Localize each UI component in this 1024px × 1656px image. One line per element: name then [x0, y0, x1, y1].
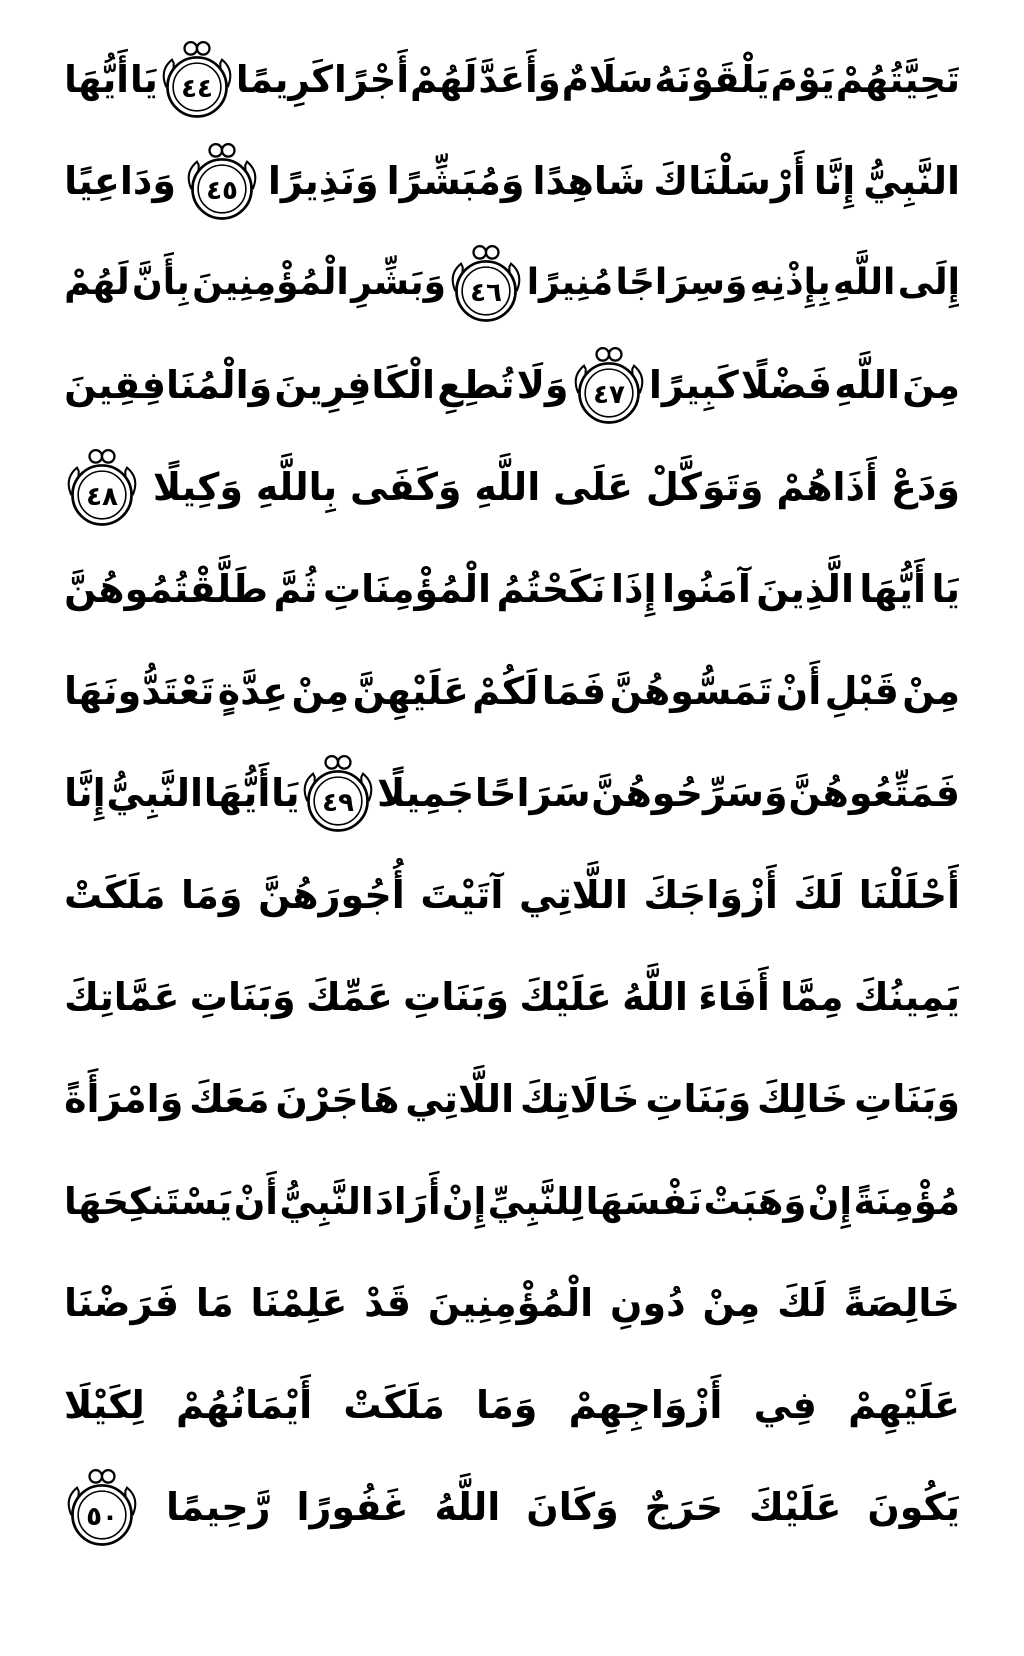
quran-word: إِنَّا [64, 771, 106, 815]
quran-word: مِنْ [291, 669, 350, 713]
quran-word: وَنَذِيرًا [267, 159, 379, 203]
quran-word: فَمَا [541, 669, 607, 713]
quran-word: لِلنَّبِيِّ [487, 1179, 585, 1223]
mushaf-line [64, 28, 960, 130]
quran-word: نَكَحْتُمُ [496, 567, 606, 611]
ayah-number: ٤٨ [86, 482, 119, 513]
mushaf-line [64, 334, 960, 436]
quran-word: مِنْ [702, 1281, 761, 1325]
quran-word: لَكَ [793, 873, 844, 917]
ayah-end-marker-icon [300, 751, 376, 835]
quran-word: أَنْ [233, 1179, 278, 1223]
quran-word: أَنْ [775, 669, 822, 713]
ayah-number: ٤٥ [205, 176, 238, 207]
quran-word: وَهَبَتْ [703, 1179, 807, 1223]
quran-word: إِذَا [610, 567, 657, 611]
quran-word: مَا [195, 1281, 234, 1325]
mushaf-line [64, 232, 960, 334]
quran-word: كَبِيرًا [648, 363, 739, 407]
quran-word: آتَيْتَ [420, 873, 504, 917]
quran-word: تُطِعِ [437, 363, 515, 407]
mushaf-lines [64, 28, 960, 1558]
quran-word: وَسَرِّحُوهُنَّ [591, 771, 788, 815]
quran-word: بِاللَّهِ [255, 465, 338, 509]
quran-word: وَبَنَاتِ [189, 975, 296, 1019]
quran-word: وَأَعَدَّ [478, 57, 561, 101]
quran-word: عَلَيْكَ [519, 975, 612, 1019]
quran-word: يَكُونَ [867, 1485, 960, 1529]
ayah-number: ٤٦ [470, 278, 503, 309]
mushaf-line [64, 436, 960, 538]
quran-word: مِنَ [902, 363, 960, 407]
quran-word: دُونِ [610, 1281, 686, 1325]
ayah-end-marker-icon [184, 139, 260, 223]
quran-word: يَمِينُكَ [853, 975, 960, 1019]
quran-word: عَلَيْهِمْ [848, 1383, 960, 1427]
quran-word: تَمَسُّوهُنَّ [609, 669, 773, 713]
quran-word: يَوْمَ [770, 57, 835, 101]
quran-word: وَمُبَشِّرًا [386, 159, 525, 203]
quran-word: أَفَاءَ [698, 975, 770, 1019]
quran-word: فَرَضْنَا [64, 1281, 180, 1325]
quran-word: يَلْقَوْنَهُ [654, 57, 770, 101]
mushaf-line [64, 1252, 960, 1354]
quran-word: رَّحِيمًا [166, 1485, 271, 1529]
quran-word: الْمُؤْمِنِينَ [427, 1281, 594, 1325]
ayah-end-marker-icon [64, 445, 140, 529]
quran-word: طَلَّقْتُمُوهُنَّ [64, 567, 269, 611]
mushaf-line [64, 1456, 960, 1558]
quran-word: فَضْلًا [740, 363, 833, 407]
quran-word: أَحْلَلْنَا [858, 873, 960, 917]
quran-word: هَاجَرْنَ [275, 1077, 400, 1121]
quran-word: بِإِذْنِهِ [749, 262, 831, 303]
quran-word: عِدَّةٍ [217, 669, 289, 713]
quran-word: وَلَا [516, 363, 569, 407]
quran-word: اللَّهِ [834, 363, 901, 407]
quran-word: أَجْرًا [333, 57, 410, 101]
quran-word: وَسِرَاجًا [615, 262, 748, 303]
quran-word: عَلِمْنَا [250, 1281, 348, 1325]
mushaf-line [64, 1048, 960, 1150]
quran-word: سَلَامٌ [561, 57, 654, 101]
quran-word: وَكَانَ [526, 1485, 619, 1529]
quran-word: جَمِيلًا [376, 771, 475, 815]
quran-word: مُنِيرًا [526, 262, 614, 303]
quran-word: آمَنُوا [661, 567, 751, 611]
ayah-end-marker-icon [571, 343, 647, 427]
quran-word: أُجُورَهُنَّ [258, 873, 405, 917]
quran-word: يَا [271, 771, 300, 815]
ayah-end-marker-icon [64, 1465, 140, 1549]
quran-word: عَمَّاتِكَ [64, 975, 180, 1019]
quran-word: إِنَّا [813, 159, 856, 203]
ayah-number: ٤٩ [322, 788, 355, 819]
quran-word: وَمَا [181, 873, 243, 917]
ayah-number: ٥٠ [86, 1502, 118, 1533]
quran-word: اللَّهُ [434, 1485, 501, 1529]
quran-word: ثُمَّ [273, 567, 318, 611]
quran-word: فَمَتِّعُوهُنَّ [788, 771, 960, 815]
quran-word: أَيُّهَا [64, 57, 129, 101]
quran-word: قَدْ [364, 1281, 411, 1325]
quran-word: كَرِيمًا [235, 57, 333, 101]
quran-word: وَمَا [475, 1383, 538, 1427]
quran-word: بِأَنَّ [131, 262, 190, 303]
quran-word: الْمُؤْمِنِينَ [192, 262, 349, 303]
quran-word: مِنْ [902, 669, 960, 713]
quran-word: وَتَوَكَّلْ [645, 465, 764, 509]
quran-word: الْكَافِرِينَ [274, 363, 436, 407]
mushaf-line [64, 742, 960, 844]
quran-word: أَزْوَاجِهِمْ [568, 1383, 723, 1427]
quran-word: وَبَشِّرِ [351, 262, 446, 303]
mushaf-line [64, 640, 960, 742]
quran-word: مَلَكَتْ [64, 873, 166, 917]
quran-word: إِلَى [897, 262, 960, 303]
quran-word: الْمُؤْمِنَاتِ [322, 567, 492, 611]
quran-word: إِنْ [807, 1179, 853, 1223]
quran-word: غَفُورًا [296, 1485, 409, 1529]
quran-word: عَلَيْهِنَّ [352, 669, 469, 713]
quran-word: وَبَنَاتِ [854, 1077, 960, 1121]
quran-word: خَالَاتِكَ [519, 1077, 640, 1121]
quran-word: لَكُمْ [472, 669, 539, 713]
quran-word: أَيُّهَا [203, 771, 271, 815]
mushaf-line [64, 538, 960, 640]
quran-word: لَهُمْ [64, 262, 130, 303]
quran-word: قَبْلِ [824, 669, 899, 713]
quran-word: مَعَكَ [189, 1077, 270, 1121]
quran-word: وَبَنَاتِ [645, 1077, 752, 1121]
quran-word: أَرْسَلْنَاكَ [653, 159, 806, 203]
quran-word: أَرَادَ [374, 1179, 441, 1223]
quran-word: إِنْ [441, 1179, 487, 1223]
mushaf-line [64, 130, 960, 232]
mushaf-line [64, 1354, 960, 1456]
quran-word: تَحِيَّتُهُمْ [835, 57, 960, 101]
quran-word: مُؤْمِنَةً [853, 1179, 960, 1223]
quran-word: وَدَعْ [890, 465, 960, 509]
ayah-end-marker-icon [448, 241, 524, 325]
quran-word: مَلَكَتْ [343, 1383, 445, 1427]
quran-word: عَلَيْكَ [749, 1485, 842, 1529]
ayah-number: ٤٤ [180, 74, 213, 105]
quran-word: وَدَاعِيًا [64, 159, 176, 203]
quran-word: اللَّاتِي [519, 873, 628, 917]
quran-word: اللَّهِ [474, 465, 541, 509]
quran-word: يَا [931, 567, 960, 611]
quran-word: يَا [129, 57, 158, 101]
quran-word: لِكَيْلَا [64, 1383, 145, 1427]
quran-word: أَيْمَانُهُمْ [175, 1383, 313, 1427]
quran-word: مِمَّا [780, 975, 844, 1019]
quran-word: خَالِصَةً [843, 1281, 960, 1325]
quran-word: النَّبِيُّ [106, 771, 204, 815]
quran-word: وَامْرَأَةً [64, 1077, 184, 1121]
ayah-end-marker-icon [159, 37, 235, 121]
mushaf-line [64, 844, 960, 946]
quran-word: عَلَى [553, 465, 633, 509]
quran-word: وَبَنَاتِ [403, 975, 509, 1019]
quran-word: اللَّهِ [832, 262, 896, 303]
quran-word: خَالِكَ [757, 1077, 849, 1121]
quran-word: وَكَفَى [350, 465, 462, 509]
quran-word: حَرَجٌ [644, 1485, 724, 1529]
quran-word: النَّبِيُّ [863, 159, 960, 203]
quran-word: تَعْتَدُّونَهَا [64, 669, 215, 713]
mushaf-line [64, 1150, 960, 1252]
quran-word: فِي [753, 1383, 817, 1427]
quran-word: أَزْوَاجَكَ [643, 873, 778, 917]
quran-word: لَكَ [777, 1281, 827, 1325]
quran-word: يَسْتَنكِحَهَا [64, 1179, 233, 1223]
quran-word: اللَّاتِي [405, 1077, 515, 1121]
quran-word: وَكِيلًا [152, 465, 243, 509]
quran-word: أَذَاهُمْ [776, 465, 879, 509]
quran-word: نَفْسَهَا [585, 1179, 703, 1223]
quran-word: شَاهِدًا [532, 159, 646, 203]
quran-word: الَّذِينَ [756, 567, 854, 611]
quran-word: لَهُمْ [410, 57, 478, 101]
quran-word: عَمِّكَ [305, 975, 393, 1019]
quran-word: وَالْمُنَافِقِينَ [64, 363, 273, 407]
quran-word: النَّبِيُّ [279, 1179, 374, 1223]
ayah-number: ٤٧ [592, 380, 625, 411]
quran-word: اللَّهُ [622, 975, 688, 1019]
quran-word: أَيُّهَا [859, 567, 927, 611]
mushaf-line [64, 946, 960, 1048]
quran-word: سَرَاحًا [474, 771, 591, 815]
